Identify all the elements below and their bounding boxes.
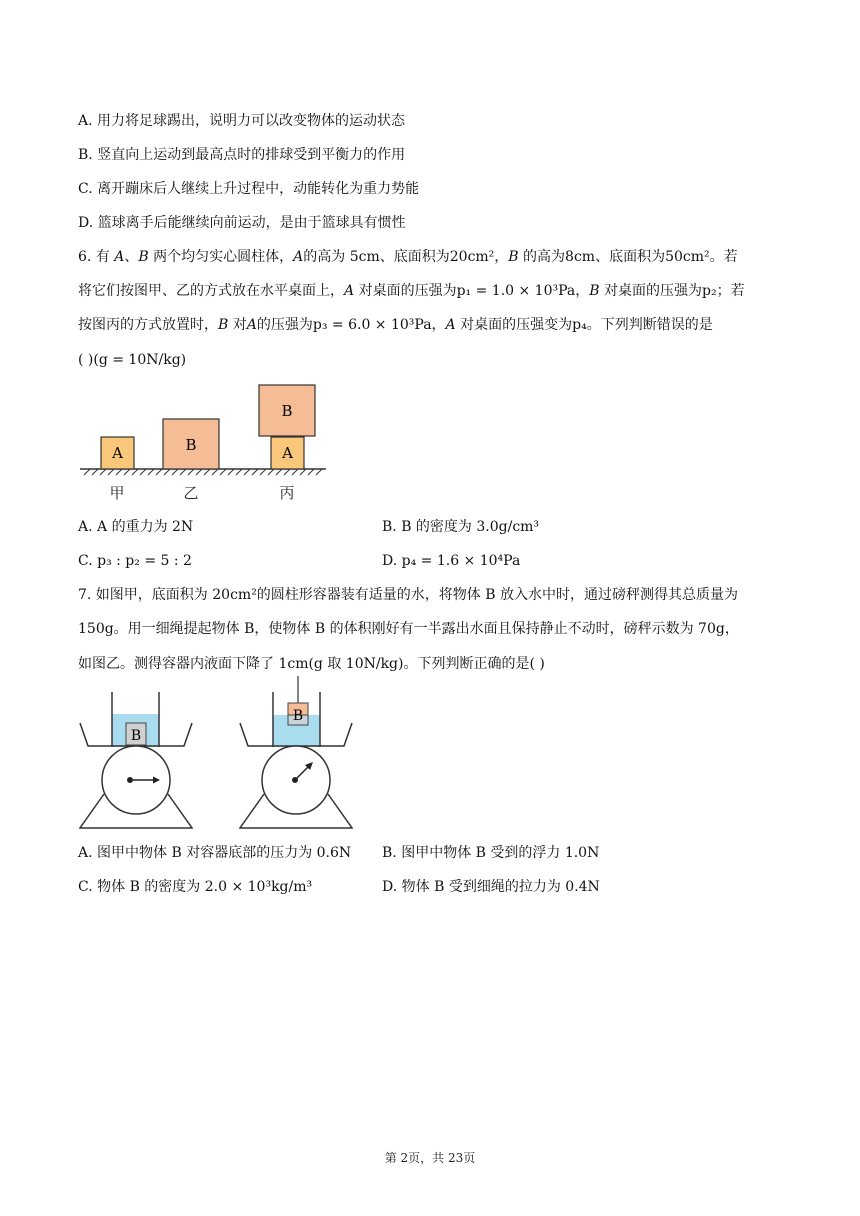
label-jia: 甲 — [109, 484, 125, 502]
q5-option-d: D. 篮球离手后能继续向前运动，是由于篮球具有惯性 — [78, 215, 406, 231]
block-b-yi-label: B — [292, 708, 304, 724]
block-a-bing-label: A — [282, 444, 293, 462]
q6-stem-line3: 按图丙的方式放置时，B 对A的压强为p₃ = 6.0 × 10³Pa，A 对桌面的压强变为p₄。下列判断错误的是 — [78, 317, 713, 333]
q6-option-d: D. p₄ = 1.6 × 10⁴Pa — [382, 553, 521, 569]
q6-option-c: C. p₃ : p₂ = 5 : 2 — [78, 553, 192, 569]
q7-option-c: C. 物体 B 的密度为 2.0 × 10³kg/m³ — [78, 879, 313, 895]
q7-stem-line1: 7. 如图甲，底面积为 20cm²的圆柱形容器装有适量的水，将物体 B 放入水中时，通过磅秤测得其总质量为 — [78, 587, 738, 603]
q5-option-c: C. 离开蹦床后人继续上升过程中，动能转化为重力势能 — [78, 181, 420, 197]
block-b-yi-label: B — [185, 436, 197, 454]
block-a-jia-label: A — [112, 444, 123, 462]
label-yi: 乙 — [183, 484, 199, 502]
label-bing: 丙 — [279, 484, 295, 502]
ground-hatching — [84, 469, 322, 475]
q7-option-b: B. 图甲中物体 B 受到的浮力 1.0N — [382, 845, 600, 861]
q7-stem-line3: 如图乙。测得容器内液面下降了 1cm(g 取 10N/kg)。下列判断正确的是( ) — [78, 656, 545, 672]
q6-stem-line4: ( )(g = 10N/kg) — [78, 352, 187, 368]
page-footer: 第 2页，共 23页 — [384, 1151, 476, 1165]
q7-option-d: D. 物体 B 受到细绳的拉力为 0.4N — [382, 879, 600, 895]
block-b-bing-label: B — [281, 402, 293, 420]
q7-option-a: A. 图甲中物体 B 对容器底部的压力为 0.6N — [78, 845, 352, 861]
q5-option-a: A. 用力将足球踢出，说明力可以改变物体的运动状态 — [78, 113, 406, 129]
q6-stem-line2: 将它们按图甲、乙的方式放在水平桌面上，A 对桌面的压强为p₁ = 1.0 × 10³Pa，B 对桌面的压强为p₂；若 — [78, 283, 745, 299]
q7-stem-line2: 150g。用一细绳提起物体 B，使物体 B 的体积刚好有一半露出水面且保持静止不动时，磅秤示数为 70g， — [78, 621, 739, 637]
q7-figure-jia — [78, 690, 196, 832]
block-b-jia-label: B — [130, 728, 142, 744]
q7-figure-yi — [238, 676, 356, 832]
q6-option-b: B. B 的密度为 3.0g/cm³ — [382, 519, 540, 535]
q5-option-b: B. 竖直向上运动到最高点时的排球受到平衡力的作用 — [78, 147, 406, 163]
q6-figure — [78, 378, 328, 508]
q6-stem-line1: 6. 有 A、B 两个均匀实心圆柱体，A的高为 5cm、底面积为20cm²，B 的高为8cm、底面积为50cm²。若 — [78, 249, 738, 265]
q6-option-a: A. A 的重力为 2N — [78, 519, 194, 535]
